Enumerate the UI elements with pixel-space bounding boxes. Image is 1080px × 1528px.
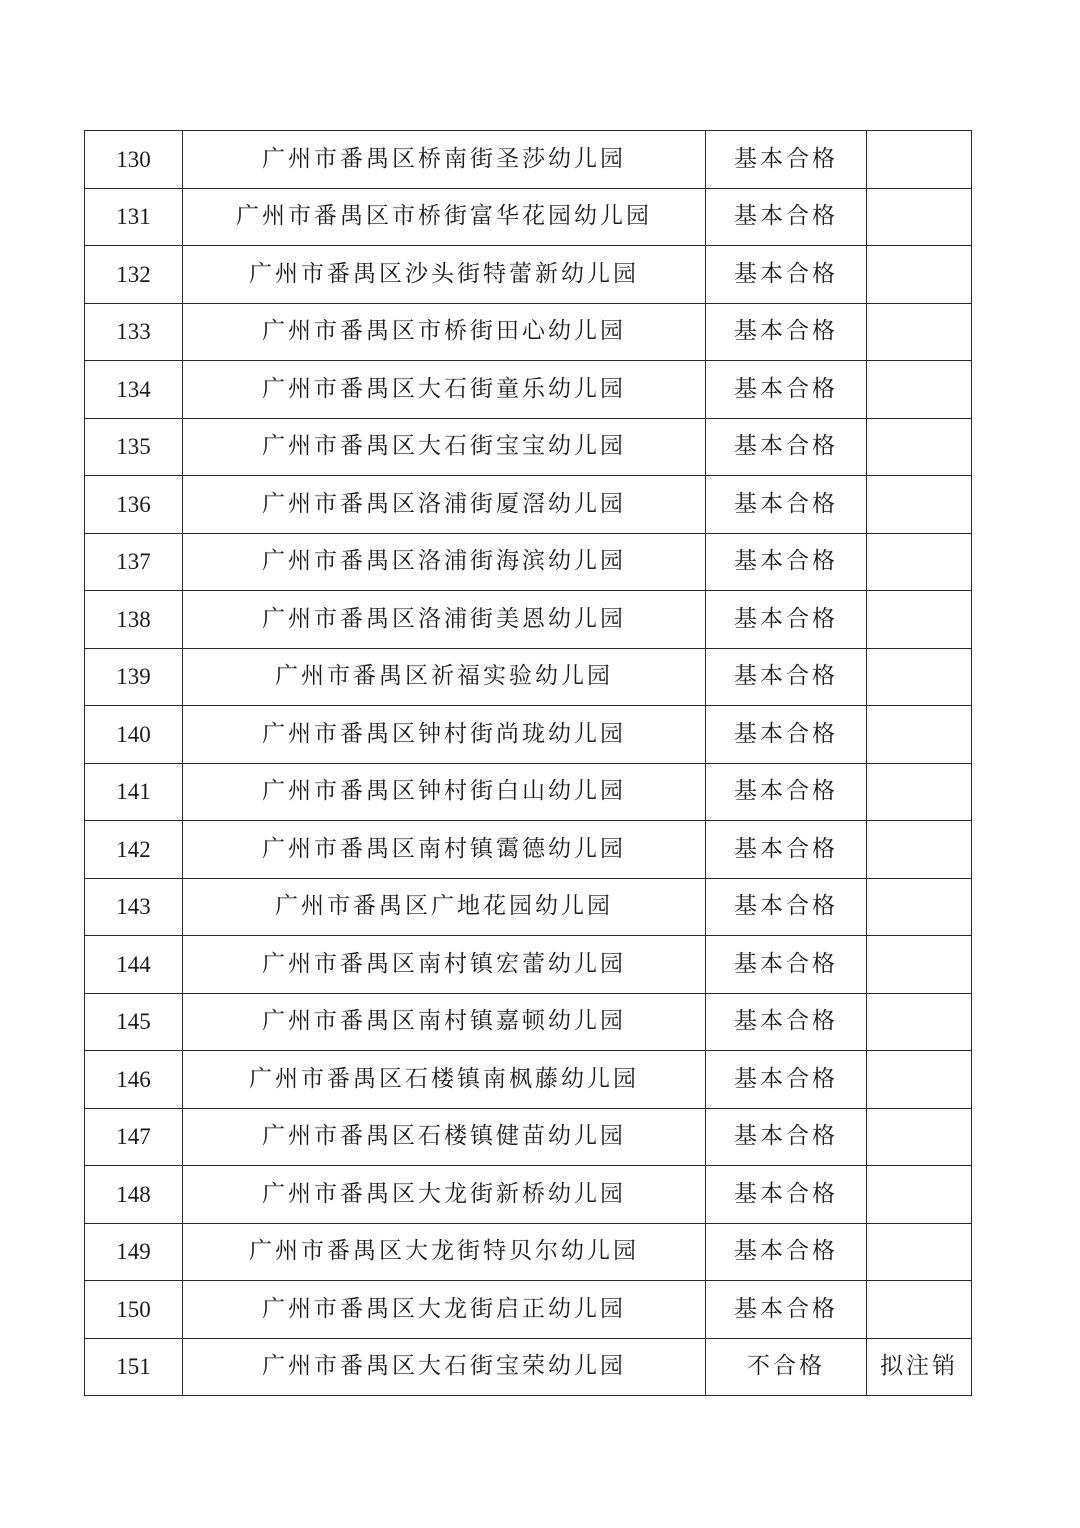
row-number-cell: 139 <box>85 648 183 706</box>
kindergarten-name-cell: 广州市番禺区石楼镇南枫藤幼儿园 <box>183 1051 706 1109</box>
result-cell: 基本合格 <box>706 591 867 649</box>
kindergarten-name-cell: 广州市番禺区大龙街特贝尔幼儿园 <box>183 1223 706 1281</box>
table-row <box>85 591 972 649</box>
kindergarten-name-cell: 广州市番禺区祈福实验幼儿园 <box>183 648 706 706</box>
note-cell <box>867 591 972 649</box>
note-cell <box>867 1166 972 1224</box>
result-cell: 基本合格 <box>706 706 867 764</box>
kindergarten-name-cell: 广州市番禺区市桥街田心幼儿园 <box>183 303 706 361</box>
table-row <box>85 821 972 879</box>
table-row <box>85 476 972 534</box>
kindergarten-name-cell: 广州市番禺区南村镇嘉顿幼儿园 <box>183 993 706 1051</box>
note-cell <box>867 821 972 879</box>
row-number-cell: 149 <box>85 1223 183 1281</box>
kindergarten-inspection-table <box>84 130 972 1396</box>
note-cell <box>867 648 972 706</box>
table-row <box>85 648 972 706</box>
note-cell <box>867 763 972 821</box>
table-row <box>85 303 972 361</box>
row-number-cell: 134 <box>85 361 183 419</box>
note-cell <box>867 418 972 476</box>
note-cell <box>867 993 972 1051</box>
kindergarten-name-cell: 广州市番禺区钟村街白山幼儿园 <box>183 763 706 821</box>
table-row <box>85 533 972 591</box>
kindergarten-name-cell: 广州市番禺区大龙街新桥幼儿园 <box>183 1166 706 1224</box>
table-body <box>85 131 972 1396</box>
kindergarten-name-cell: 广州市番禺区洛浦街厦滘幼儿园 <box>183 476 706 534</box>
result-cell: 基本合格 <box>706 303 867 361</box>
result-cell: 基本合格 <box>706 763 867 821</box>
row-number-cell: 147 <box>85 1108 183 1166</box>
kindergarten-name-cell: 广州市番禺区大龙街启正幼儿园 <box>183 1281 706 1339</box>
row-number-cell: 140 <box>85 706 183 764</box>
table-row <box>85 1166 972 1224</box>
result-cell: 基本合格 <box>706 131 867 189</box>
note-cell <box>867 188 972 246</box>
kindergarten-name-cell: 广州市番禺区石楼镇健苗幼儿园 <box>183 1108 706 1166</box>
table-row <box>85 418 972 476</box>
note-cell: 拟注销 <box>867 1338 972 1396</box>
table-row <box>85 246 972 304</box>
result-cell: 基本合格 <box>706 821 867 879</box>
table-row <box>85 1223 972 1281</box>
kindergarten-name-cell: 广州市番禺区桥南街圣莎幼儿园 <box>183 131 706 189</box>
result-cell: 基本合格 <box>706 418 867 476</box>
result-cell: 基本合格 <box>706 993 867 1051</box>
kindergarten-name-cell: 广州市番禺区洛浦街海滨幼儿园 <box>183 533 706 591</box>
row-number-cell: 148 <box>85 1166 183 1224</box>
note-cell <box>867 303 972 361</box>
note-cell <box>867 1223 972 1281</box>
note-cell <box>867 706 972 764</box>
result-cell: 基本合格 <box>706 648 867 706</box>
row-number-cell: 145 <box>85 993 183 1051</box>
note-cell <box>867 361 972 419</box>
row-number-cell: 132 <box>85 246 183 304</box>
note-cell <box>867 476 972 534</box>
kindergarten-name-cell: 广州市番禺区市桥街富华花园幼儿园 <box>183 188 706 246</box>
row-number-cell: 151 <box>85 1338 183 1396</box>
kindergarten-name-cell: 广州市番禺区大石街童乐幼儿园 <box>183 361 706 419</box>
row-number-cell: 142 <box>85 821 183 879</box>
note-cell <box>867 1051 972 1109</box>
result-cell: 基本合格 <box>706 1166 867 1224</box>
row-number-cell: 150 <box>85 1281 183 1339</box>
result-cell: 基本合格 <box>706 936 867 994</box>
table-row <box>85 936 972 994</box>
result-cell: 基本合格 <box>706 476 867 534</box>
note-cell <box>867 533 972 591</box>
result-cell: 基本合格 <box>706 188 867 246</box>
row-number-cell: 141 <box>85 763 183 821</box>
kindergarten-name-cell: 广州市番禺区广地花园幼儿园 <box>183 878 706 936</box>
note-cell <box>867 878 972 936</box>
row-number-cell: 131 <box>85 188 183 246</box>
table-row <box>85 878 972 936</box>
kindergarten-name-cell: 广州市番禺区沙头街特蕾新幼儿园 <box>183 246 706 304</box>
table-row <box>85 188 972 246</box>
row-number-cell: 130 <box>85 131 183 189</box>
result-cell: 基本合格 <box>706 533 867 591</box>
row-number-cell: 136 <box>85 476 183 534</box>
result-cell: 基本合格 <box>706 1051 867 1109</box>
table-row <box>85 1281 972 1339</box>
kindergarten-name-cell: 广州市番禺区洛浦街美恩幼儿园 <box>183 591 706 649</box>
result-cell: 基本合格 <box>706 1223 867 1281</box>
kindergarten-name-cell: 广州市番禺区大石街宝宝幼儿园 <box>183 418 706 476</box>
table-row <box>85 763 972 821</box>
table-row <box>85 361 972 419</box>
row-number-cell: 133 <box>85 303 183 361</box>
result-cell: 基本合格 <box>706 246 867 304</box>
result-cell: 基本合格 <box>706 1108 867 1166</box>
table-row <box>85 1108 972 1166</box>
table-row <box>85 131 972 189</box>
kindergarten-name-cell: 广州市番禺区南村镇宏蕾幼儿园 <box>183 936 706 994</box>
note-cell <box>867 131 972 189</box>
kindergarten-name-cell: 广州市番禺区南村镇霭德幼儿园 <box>183 821 706 879</box>
row-number-cell: 138 <box>85 591 183 649</box>
row-number-cell: 143 <box>85 878 183 936</box>
result-cell: 基本合格 <box>706 361 867 419</box>
result-cell: 基本合格 <box>706 1281 867 1339</box>
row-number-cell: 146 <box>85 1051 183 1109</box>
result-cell: 基本合格 <box>706 878 867 936</box>
kindergarten-name-cell: 广州市番禺区大石街宝荣幼儿园 <box>183 1338 706 1396</box>
note-cell <box>867 1108 972 1166</box>
kindergarten-name-cell: 广州市番禺区钟村街尚珑幼儿园 <box>183 706 706 764</box>
note-cell <box>867 246 972 304</box>
note-cell <box>867 1281 972 1339</box>
table-row <box>85 993 972 1051</box>
note-cell <box>867 936 972 994</box>
table-row <box>85 1051 972 1109</box>
row-number-cell: 137 <box>85 533 183 591</box>
table-row <box>85 706 972 764</box>
row-number-cell: 135 <box>85 418 183 476</box>
result-cell: 不合格 <box>706 1338 867 1396</box>
row-number-cell: 144 <box>85 936 183 994</box>
table-row <box>85 1338 972 1396</box>
